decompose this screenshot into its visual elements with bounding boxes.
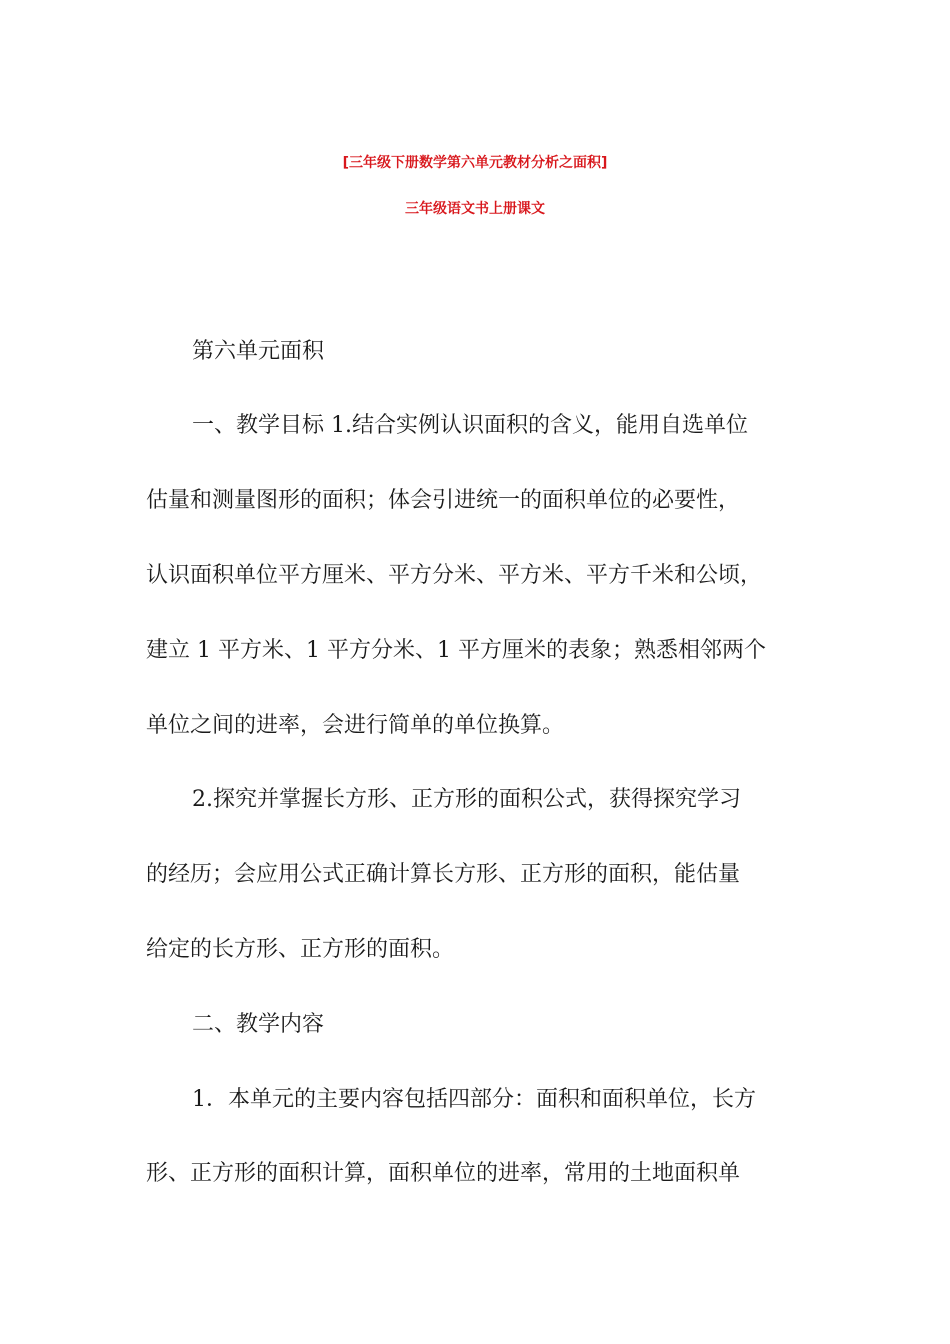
paragraph-line: 单位之间的进率，会进行简单的单位换算。 <box>146 713 565 738</box>
paragraph-line: 形、正方形的面积计算，面积单位的进率，常用的土地面积单 <box>146 1161 741 1186</box>
document-title-line-1: [三年级下册数学第六单元教材分析之面积] <box>342 155 608 171</box>
paragraph-line: 一、教学目标 1.结合实例认识面积的含义，能用自选单位 <box>192 413 748 438</box>
paragraph-line: 估量和测量图形的面积；体会引进统一的面积单位的必要性， <box>146 488 741 513</box>
document-title-line-2: 三年级语文书上册课文 <box>405 201 545 217</box>
paragraph-line: 建立 1 平方米、1 平方分米、1 平方厘米的表象；熟悉相邻两个 <box>146 638 766 663</box>
paragraph-line: 2.探究并掌握长方形、正方形的面积公式，获得探究学习 <box>192 787 741 812</box>
paragraph-line: 认识面积单位平方厘米、平方分米、平方米、平方千米和公顷， <box>146 563 763 588</box>
section-heading: 二、教学内容 <box>192 1012 325 1037</box>
paragraph-line: 给定的长方形、正方形的面积。 <box>146 937 455 962</box>
section-heading: 第六单元面积 <box>192 339 325 364</box>
paragraph-line: 1．本单元的主要内容包括四部分：面积和面积单位，长方 <box>192 1087 756 1112</box>
paragraph-line: 的经历；会应用公式正确计算长方形、正方形的面积，能估量 <box>146 862 741 887</box>
